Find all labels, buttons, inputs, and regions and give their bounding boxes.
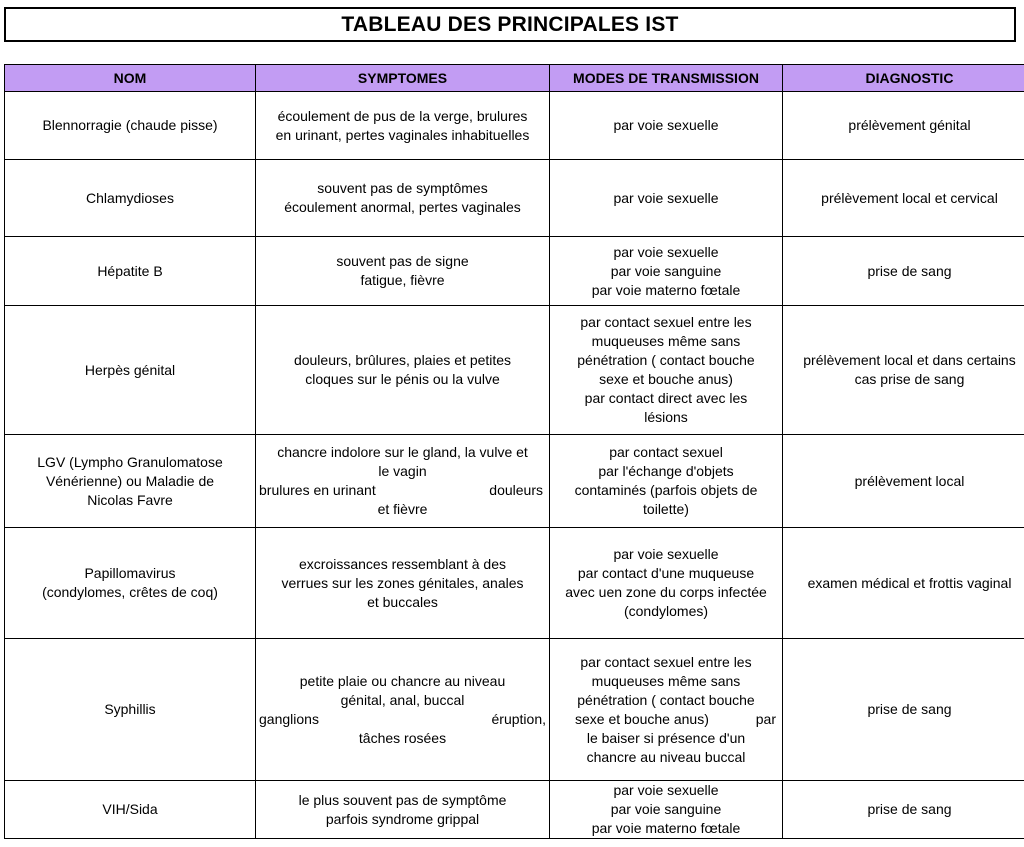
transmission-right: par [755,710,776,727]
transmission-split-line [553,710,779,729]
cell-nom: Syphillis [5,639,256,781]
header-symptomes: SYMPTOMES [256,65,550,92]
ist-table [4,64,1024,839]
cell-nom: Hépatite B [5,237,256,306]
table-header-row [5,65,1024,92]
header-transmission: MODES DE TRANSMISSION [550,65,783,92]
symptomes-right: éruption, [491,710,546,727]
table-row [5,528,1024,639]
header-diagnostic: DIAGNOSTIC [783,65,1024,92]
symptomes-line-top: petite plaie ou chancre au niveau génital, anal, buccal [299,672,506,708]
cell-transmission: par contact sexuel entre les muqueuses même sans pénétration ( contact bouche sexe et bouche anus) par contact direct avec les lésions [550,306,783,435]
cell-nom: VIH/Sida [5,781,256,839]
symptomes-line-bottom: et fièvre [377,501,428,517]
cell-transmission: par voie sexuelle par voie sanguine par voie materno fœtale [550,237,783,306]
header-nom: NOM [5,65,256,92]
transmission-line-top: par contact sexuel entre les muqueuses même sans pénétration ( contact bouche [577,653,755,708]
cell-symptomes: souvent pas de symptômes écoulement anormal, pertes vaginales [256,160,550,237]
transmission-left: sexe et bouche anus) [575,710,709,727]
cell-diagnostic: prélèvement local [783,435,1024,528]
cell-symptomes: le plus souvent pas de symptôme parfois syndrome grippal [256,781,550,839]
symptomes-line-top: chancre indolore sur le gland, la vulve et le vagin [277,444,528,479]
cell-symptomes [256,639,550,781]
table-row [5,639,1024,781]
cell-symptomes [256,435,550,528]
cell-transmission: par contact sexuel par l'échange d'objets contaminés (parfois objets de toilette) [550,435,783,528]
symptomes-split-line [259,710,546,729]
table-row [5,92,1024,160]
cell-symptomes: écoulement de pus de la verge, brulures en urinant, pertes vaginales inhabituelles [256,92,550,160]
cell-diagnostic: prise de sang [783,237,1024,306]
cell-transmission: par voie sexuelle par contact d'une muqueuse avec uen zone du corps infectée (condylomes) [550,528,783,639]
cell-symptomes: souvent pas de signe fatigue, fièvre [256,237,550,306]
cell-diagnostic: prélèvement local et cervical [783,160,1024,237]
table-row [5,237,1024,306]
cell-nom: LGV (Lympho Granulomatose Vénérienne) ou Maladie de Nicolas Favre [5,435,256,528]
symptomes-line-bottom: tâches rosées [358,729,447,746]
symptomes-left: brulures en urinant [259,482,376,498]
cell-nom: Papillomavirus (condylomes, crêtes de coq) [5,528,256,639]
cell-transmission: par voie sexuelle par voie sanguine par voie materno fœtale [550,781,783,839]
table-row [5,781,1024,839]
transmission-line-bottom: le baiser si présence d'un chancre au niveau buccal [586,729,746,765]
cell-diagnostic: prise de sang [783,781,1024,839]
cell-transmission: par voie sexuelle [550,92,783,160]
table-row [5,306,1024,435]
table-row [5,160,1024,237]
cell-diagnostic: examen médical et frottis vaginal [783,528,1024,639]
symptomes-left: ganglions [259,710,319,727]
cell-nom: Chlamydioses [5,160,256,237]
cell-transmission [550,639,783,781]
cell-diagnostic: prélèvement local et dans certains cas prise de sang [783,306,1024,435]
cell-diagnostic: prise de sang [783,639,1024,781]
cell-diagnostic: prélèvement génital [783,92,1024,160]
cell-symptomes: douleurs, brûlures, plaies et petites cloques sur le pénis ou la vulve [256,306,550,435]
cell-nom: Blennorragie (chaude pisse) [5,92,256,160]
symptomes-right: douleurs [489,482,543,498]
page-title: TABLEAU DES PRINCIPALES IST [4,7,1016,42]
symptomes-split-line [259,481,546,500]
cell-nom: Herpès génital [5,306,256,435]
cell-symptomes: excroissances ressemblant à des verrues sur les zones génitales, anales et buccales [256,528,550,639]
table-row [5,435,1024,528]
cell-transmission: par voie sexuelle [550,160,783,237]
